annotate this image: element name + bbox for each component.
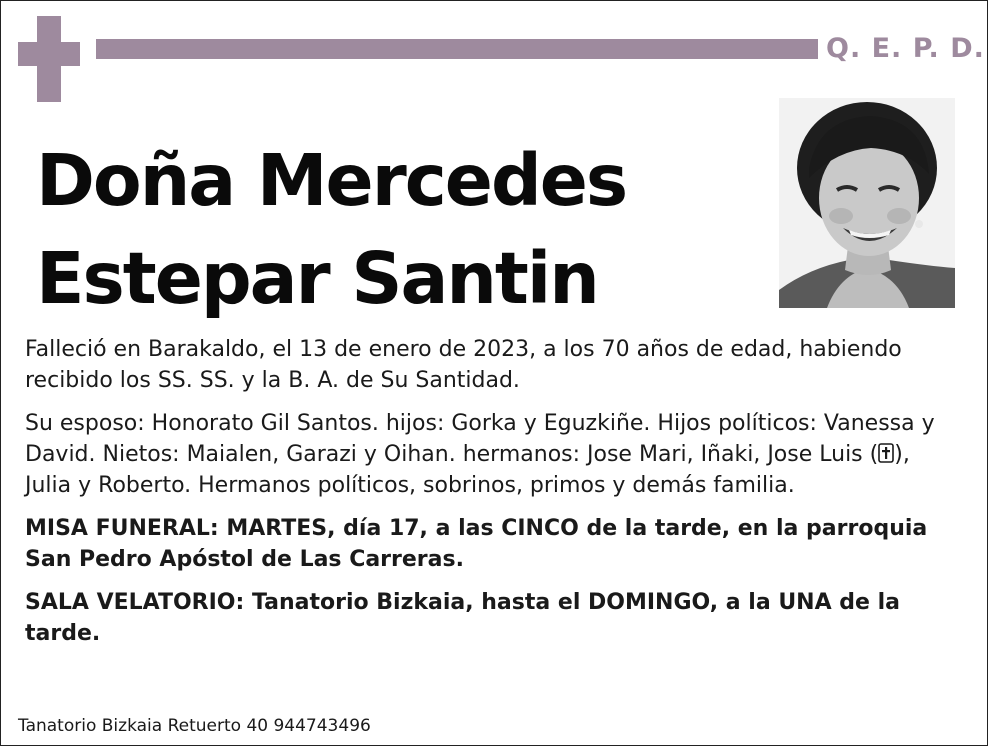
latin-cross-icon (18, 16, 80, 102)
portrait-photo (779, 98, 955, 308)
wake-room: SALA VELATORIO: Tanatorio Bizkaia, hasta el DOMINGO, a la UNA de la tarde. (25, 590, 900, 646)
name-line-1: Doña Mercedes (36, 139, 627, 222)
funeral-mass: MISA FUNERAL: MARTES, día 17, a las CINCO de la tarde, en la parroquia San Pedro Apóstol de Las Carreras. (25, 516, 928, 572)
deceased-name (36, 132, 766, 328)
deceased-cross-icon (878, 441, 894, 461)
qepd-label: Q. E. P. D. (826, 33, 985, 64)
footer-contact: Tanatorio Bizkaia Retuerto 40 944743496 (18, 716, 371, 736)
death-notice: Falleció en Barakaldo, el 13 de enero de 2023, a los 70 años de edad, habiendo recibido los SS. SS. y la B. A. de Su Santidad. (25, 337, 902, 393)
family-list-part-2: ), Julia y Roberto. Hermanos políticos, sobrinos, primos y demás familia. (25, 442, 910, 498)
header-rule (96, 39, 818, 59)
family-list-part-1: Su esposo: Honorato Gil Santos. hijos: Gorka y Eguzkiñe. Hijos políticos: Vanessa y David. Nietos: Maialen, Garazi y Oihan. hermanos: Jose Mari, Iñaki, Jose Luis ( (25, 411, 935, 467)
obituary-body (25, 334, 960, 661)
name-line-2: Estepar Santin (36, 237, 598, 320)
family-list (25, 408, 960, 501)
